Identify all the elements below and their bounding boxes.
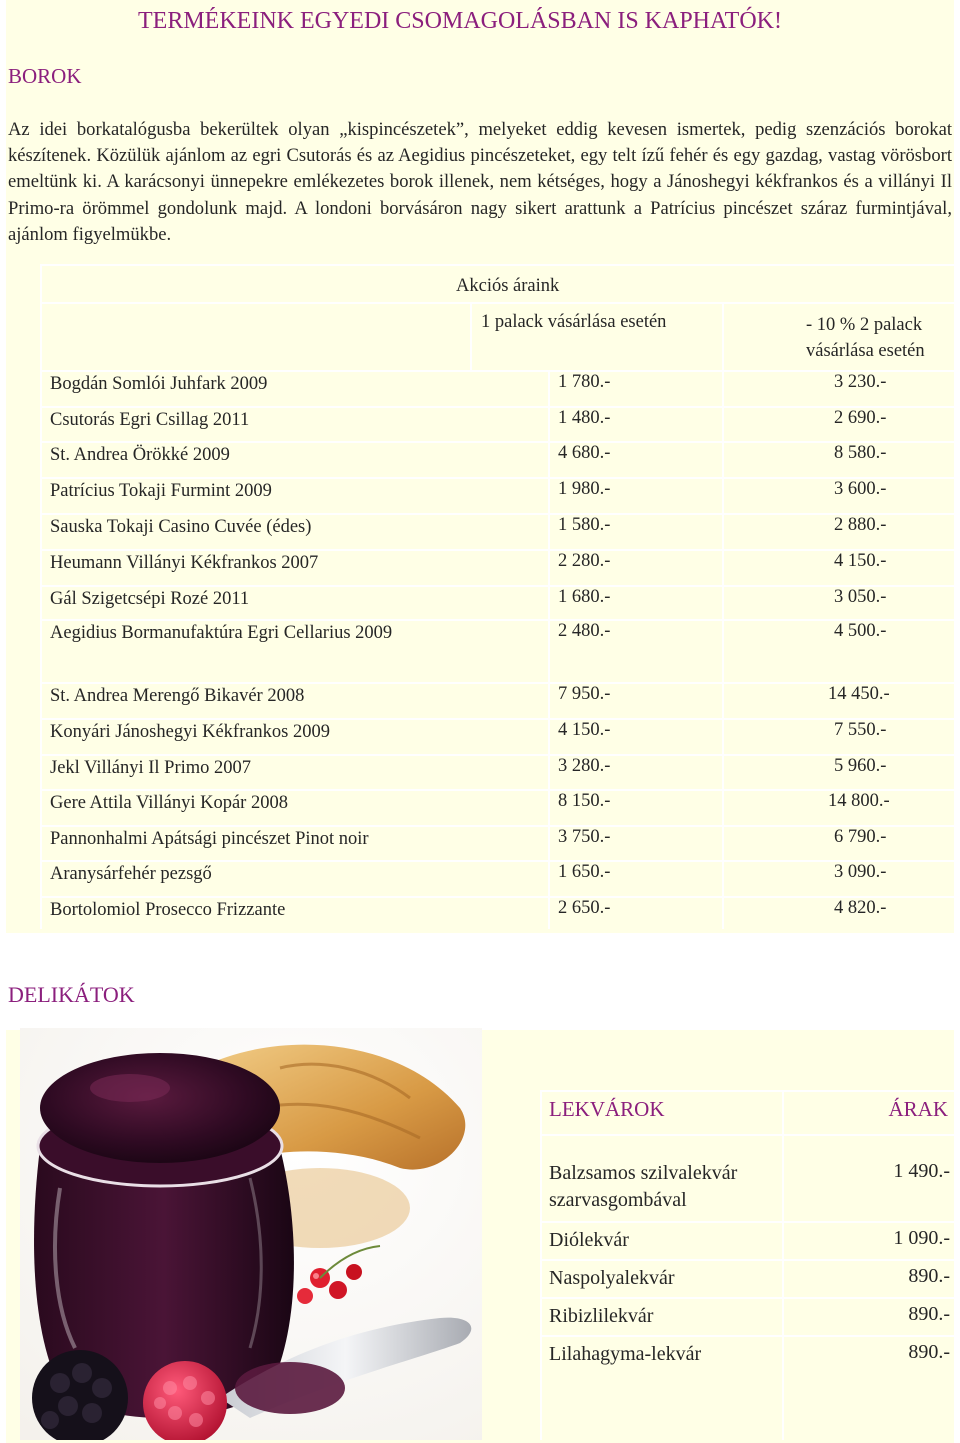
table-rule: [40, 789, 954, 791]
wine-price-single: 1 680.-: [558, 587, 611, 607]
table-rule: [40, 718, 954, 720]
wine-price-double: 4 820.-: [834, 898, 887, 918]
wine-price-single: 2 650.-: [558, 898, 611, 918]
wine-price-double: 4 500.-: [834, 621, 887, 641]
wine-name: Jekl Villányi Il Primo 2007: [50, 758, 252, 778]
wine-price-double: 3 050.-: [834, 587, 887, 607]
jam-table-rule: [540, 1134, 954, 1136]
jam-price: 890.-: [908, 1341, 950, 1363]
intro-paragraph: Az idei borkatalógusba bekerültek olyan „kispincészetek”, melyeket eddig kevesen ismertek, pedig szenzációs borokat készítenek. Közülük ajánlom az egri Csutorás és az Aegidius pincészeteket, egy telt ízű fehér és egy gazdag, vastag vörösbort emeltünk ki. A karácsonyi ünnepekre emlékezetes borok illenek, nem kétséges, hogy a Jánoshegyi kékfrankos és a villányi Il Primo-ra örömmel gondolunk majd. A londoni borvásáron nagy sikert arattunk a Patrícius pincészet száraz furmintjával, ajánlom figyelmükbe.: [8, 119, 952, 245]
wine-price-single: 1 580.-: [558, 515, 611, 535]
jam-price: 1 490.-: [893, 1160, 950, 1182]
wine-name: Aranysárfehér pezsgő: [50, 864, 212, 884]
column-header-single: 1 palack vásárlása esetén: [481, 312, 667, 332]
wine-name: Patrícius Tokaji Furmint 2009: [50, 481, 272, 501]
jam-name: Ribizlilekvár: [549, 1305, 654, 1327]
wine-name: Csutorás Egri Csillag 2011: [50, 410, 250, 430]
section-title-borok: BOROK: [8, 64, 82, 88]
wine-name: Gere Attila Villányi Kopár 2008: [50, 793, 288, 813]
wine-price-single: 4 150.-: [558, 720, 611, 740]
wine-price-single: 3 750.-: [558, 827, 611, 847]
wine-price-single: 1 650.-: [558, 862, 611, 882]
wine-price-single: 3 280.-: [558, 756, 611, 776]
table-rule: [722, 302, 724, 929]
table-rule: [548, 372, 550, 929]
table-rule: [40, 441, 954, 443]
table-rule: [40, 406, 954, 408]
wine-price-single: 1 780.-: [558, 372, 611, 392]
wine-name: Heumann Villányi Kékfrankos 2007: [50, 553, 319, 573]
page-title: TERMÉKEINK EGYEDI CSOMAGOLÁSBAN IS KAPHATÓK!: [138, 8, 782, 34]
column-header-double: - 10 % 2 palack vásárlása esetén: [806, 315, 925, 361]
wine-price-double: 6 790.-: [834, 827, 887, 847]
wine-name: St. Andrea Merengő Bikavér 2008: [50, 686, 305, 706]
wine-name: Aegidius Bormanufaktúra Egri Cellarius 2009: [50, 623, 393, 643]
wine-price-single: 2 480.-: [558, 621, 611, 641]
jam-column-header: LEKVÁROK: [549, 1097, 665, 1121]
table-rule: [40, 896, 954, 898]
wine-price-double: 2 690.-: [834, 408, 887, 428]
jam-price: 890.-: [908, 1303, 950, 1325]
jam-table-rule: [540, 1221, 954, 1223]
wine-price-double: 5 960.-: [834, 756, 887, 776]
jam-name: Balzsamos szilvalekvár szarvasgombával: [549, 1162, 738, 1211]
jam-name: Lilahagyma-lekvár: [549, 1343, 702, 1365]
table-rule: [40, 825, 954, 827]
table-rule: [470, 302, 472, 372]
table-rule: [40, 619, 954, 621]
table-rule: [40, 860, 954, 862]
jam-table-rule: [782, 1090, 784, 1440]
section-title-delikatok: DELIKÁTOK: [8, 982, 135, 1007]
jam-jar-photo: [20, 1028, 482, 1440]
wine-price-single: 4 680.-: [558, 443, 611, 463]
table-rule: [40, 302, 954, 304]
table-rule: [40, 264, 42, 929]
wine-name: Sauska Tokaji Casino Cuvée (édes): [50, 517, 312, 537]
wine-name: Bogdán Somlói Juhfark 2009: [50, 374, 268, 394]
wine-price-double: 8 580.-: [834, 443, 887, 463]
table-rule: [40, 513, 954, 515]
wine-name: Pannonhalmi Apátsági pincészet Pinot noir: [50, 829, 369, 849]
wine-price-single: 7 950.-: [558, 684, 611, 704]
wine-price-double: 4 150.-: [834, 551, 887, 571]
jam-name: Naspolyalekvár: [549, 1267, 675, 1289]
wine-price-single: 8 150.-: [558, 791, 611, 811]
jam-price: 1 090.-: [893, 1227, 950, 1249]
wine-price-single: 2 280.-: [558, 551, 611, 571]
wine-price-double: 14 800.-: [828, 791, 890, 811]
jam-price: 890.-: [908, 1265, 950, 1287]
jam-table-rule: [540, 1259, 954, 1261]
wine-price-double: 14 450.-: [828, 684, 890, 704]
table-rule: [40, 682, 954, 684]
wine-price-double: 3 090.-: [834, 862, 887, 882]
table-rule: [40, 549, 954, 551]
wine-name: St. Andrea Örökké 2009: [50, 445, 230, 465]
jam-table-rule: [540, 1335, 954, 1337]
wine-price-double: 3 600.-: [834, 479, 887, 499]
table-rule: [40, 264, 954, 266]
table-rule: [40, 585, 954, 587]
table-caption: Akciós áraink: [456, 276, 560, 296]
price-column-header: ÁRAK: [888, 1097, 948, 1121]
wine-price-single: 1 480.-: [558, 408, 611, 428]
table-rule: [40, 477, 954, 479]
jam-table-rule: [540, 1297, 954, 1299]
wine-name: Konyári Jánoshegyi Kékfrankos 2009: [50, 722, 331, 742]
jam-table-rule: [540, 1090, 542, 1440]
jam-name: Diólekvár: [549, 1229, 629, 1251]
table-rule: [40, 754, 954, 756]
wine-price-double: 7 550.-: [834, 720, 887, 740]
jam-table-rule: [540, 1090, 954, 1092]
wine-price-single: 1 980.-: [558, 479, 611, 499]
wine-name: Gál Szigetcsépi Rozé 2011: [50, 589, 250, 609]
wine-name: Bortolomiol Prosecco Frizzante: [50, 900, 286, 920]
wine-price-double: 2 880.-: [834, 515, 887, 535]
wine-price-double: 3 230.-: [834, 372, 887, 392]
